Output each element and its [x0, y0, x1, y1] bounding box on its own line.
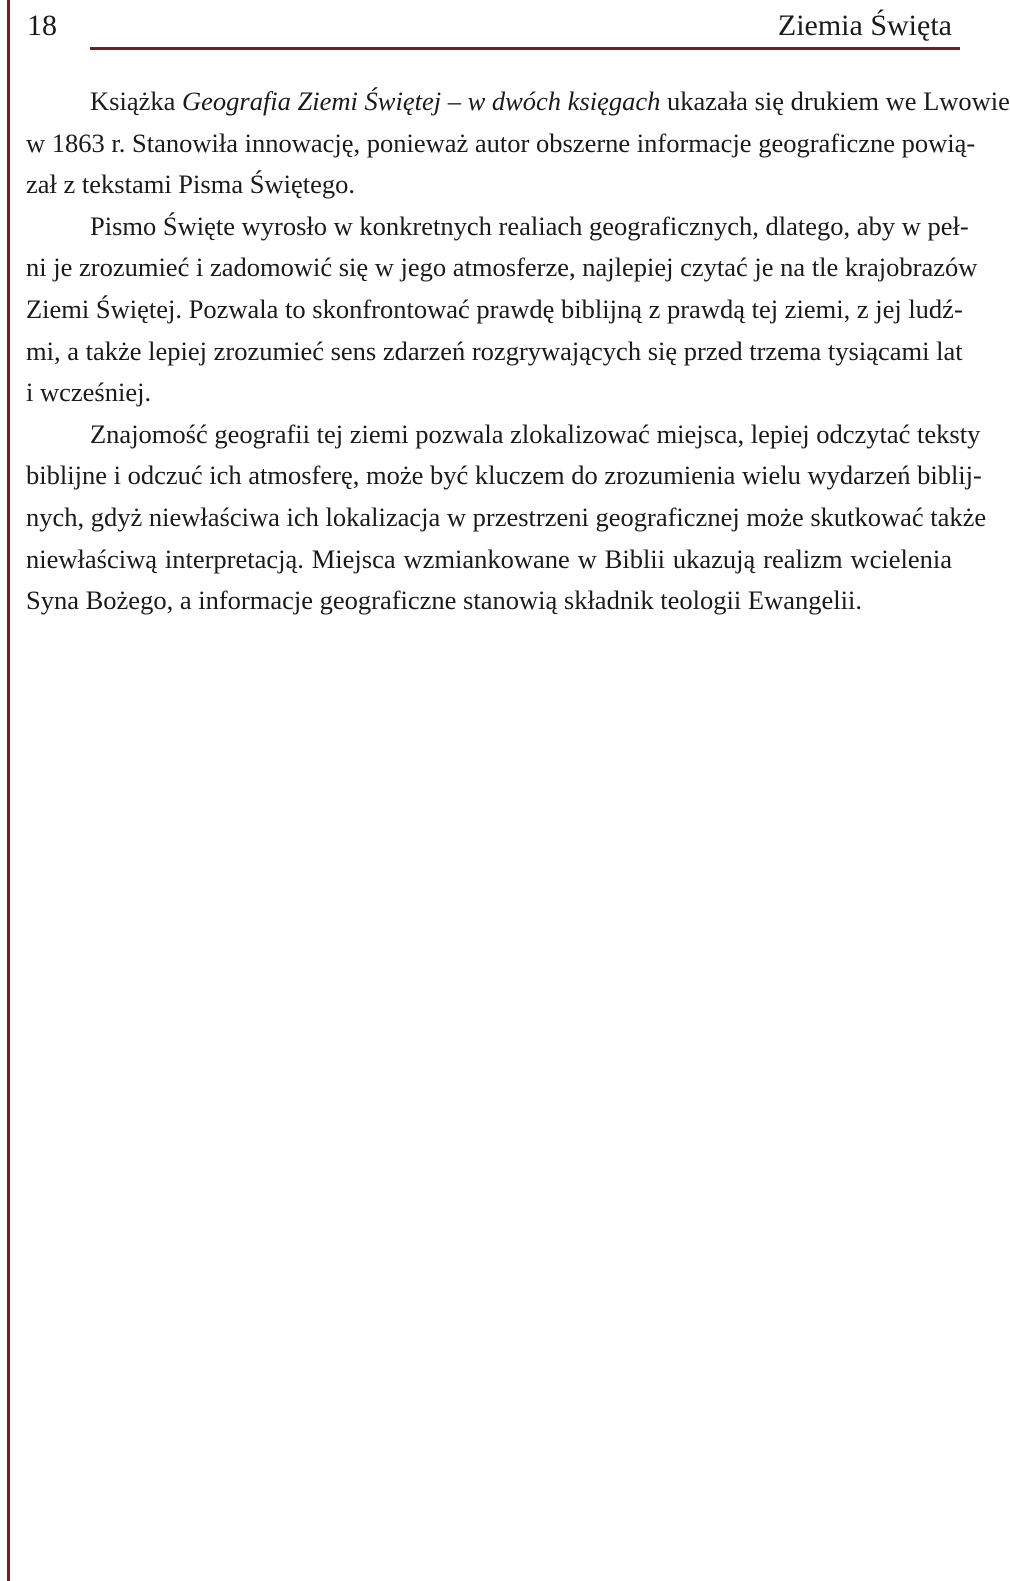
text-line: w 1863 r. Stanowiła innowację, ponieważ autor obszerne informacje geograficzne powią- — [26, 127, 976, 158]
text-line: Syna Bożego, a informacje geograficzne stanowią składnik teologii Ewangelii. — [26, 585, 862, 616]
text-line: biblijne i odczuć ich atmosferę, może być kluczem do zrozumienia wielu wydarzeń biblij- — [26, 460, 982, 491]
paragraph-3 — [26, 414, 987, 622]
text-line: Pismo Święte wyrosło w konkretnych realiach geograficznych, dlatego, aby w peł- — [90, 210, 969, 241]
text-line: niewłaściwą interpretacją. Miejsca wzmiankowane w Biblii ukazują realizm wcielenia — [26, 543, 952, 574]
text-line: zał z tekstami Pisma Świętego. — [26, 169, 355, 200]
text-line — [26, 81, 1010, 123]
body-text — [26, 81, 1010, 622]
text-line: nych, gdyż niewłaściwa ich lokalizacja w przestrzeni geograficznej może skutkować także — [26, 501, 987, 532]
text-line: Ziemi Świętej. Pozwala to skonfrontować prawdę biblijną z prawdą tej ziemi, z jej ludź- — [26, 293, 963, 324]
text-run: Książka — [90, 86, 182, 116]
paragraph-1 — [26, 81, 1010, 206]
text-line: Znajomość geografii tej ziemi pozwala zlokalizować miejsca, lepiej odczytać teksty — [90, 418, 981, 449]
text-line: mi, a także lepiej zrozumieć sens zdarzeń rozgrywających się przed trzema tysiącami lat — [26, 335, 963, 366]
page-number: 18 — [27, 9, 57, 42]
text-line: ni je zrozumieć i zadomowić się w jego atmosferze, najlepiej czytać je na tle krajobrazów — [26, 252, 978, 283]
left-margin-rule — [7, 0, 10, 1581]
running-title: Ziemia Święta — [777, 9, 952, 42]
book-title: Geografia Ziemi Świętej – w dwóch księgach — [181, 86, 661, 116]
header-rule — [90, 47, 960, 50]
text-line: i wcześniej. — [26, 377, 152, 408]
paragraph-2 — [26, 206, 978, 414]
text-run: ukazała się drukiem we Lwowie — [660, 86, 1010, 116]
